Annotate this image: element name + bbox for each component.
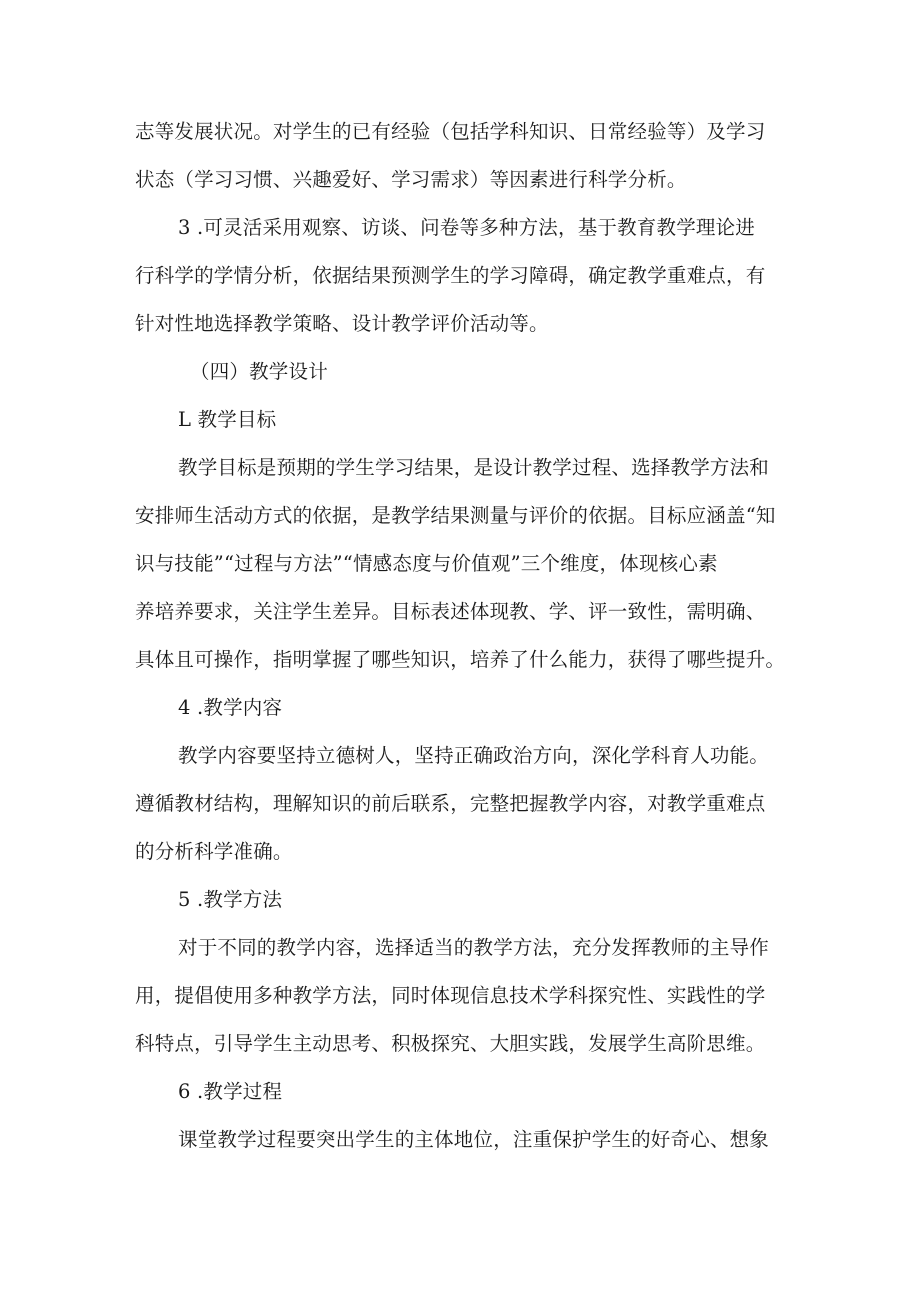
paragraph-line: 安排师生活动方式的依据，是教学结果测量与评价的依据。目标应涵盖“知 [135,504,776,527]
paragraph-line: 状态（学习习惯、兴趣爱好、学习需求）等因素进行科学分析。 [135,168,687,191]
paragraph-line: 用，提倡使用多种教学方法，同时体现信息技术学科探究性、实践性的学 [135,984,766,1007]
paragraph-line: 具体且可操作，指明掌握了哪些知识，培养了什么能力，获得了哪些提升。 [135,648,786,671]
paragraph-line: 对于不同的教学内容，选择适当的教学方法，充分发挥教师的主导作 [178,936,770,959]
subsection-heading: 5 .教学方法 [178,888,283,911]
paragraph-line: 行科学的学情分析，依据结果预测学生的学习障碍，确定教学重难点，有 [135,264,766,287]
paragraph-line: 遵循教材结构，理解知识的前后联系，完整把握教学内容，对教学重难点 [135,792,766,815]
paragraph-line: 养培养要求，关注学生差异。目标表述体现教、学、评一致性，需明确、 [135,600,766,623]
paragraph-line: 的分析科学准确。 [135,840,293,863]
paragraph-line: 教学目标是预期的学生学习结果，是设计教学过程、选择教学方法和 [178,456,770,479]
subsection-heading: 6 .教学过程 [178,1080,283,1103]
paragraph-line: 课堂教学过程要突出学生的主体地位，注重保护学生的好奇心、想象 [178,1128,770,1151]
paragraph-line: 针对性地选择教学策略、设计教学评价活动等。 [135,312,549,335]
numbered-item-line: 3 .可灵活采用观察、访谈、问卷等多种方法，基于教育教学理论进 [178,216,756,239]
paragraph-line: 教学内容要坚持立德树人，坚持正确政治方向，深化学科育人功能。 [178,744,770,767]
subsection-heading: L 教学目标 [178,408,277,431]
paragraph-line: 识与技能”“过程与方法”“情感态度与价值观”三个维度，体现核心素 [135,552,718,575]
subsection-heading: 4 .教学内容 [178,696,283,719]
paragraph-line: 志等发展状况。对学生的已有经验（包括学科知识、日常经验等）及学习 [135,120,766,143]
paragraph-line: 科特点，引导学生主动思考、积极探究、大胆实践，发展学生高阶思维。 [135,1032,766,1055]
section-heading: （四）教学设计 [190,360,328,383]
document-body [135,113,785,1169]
